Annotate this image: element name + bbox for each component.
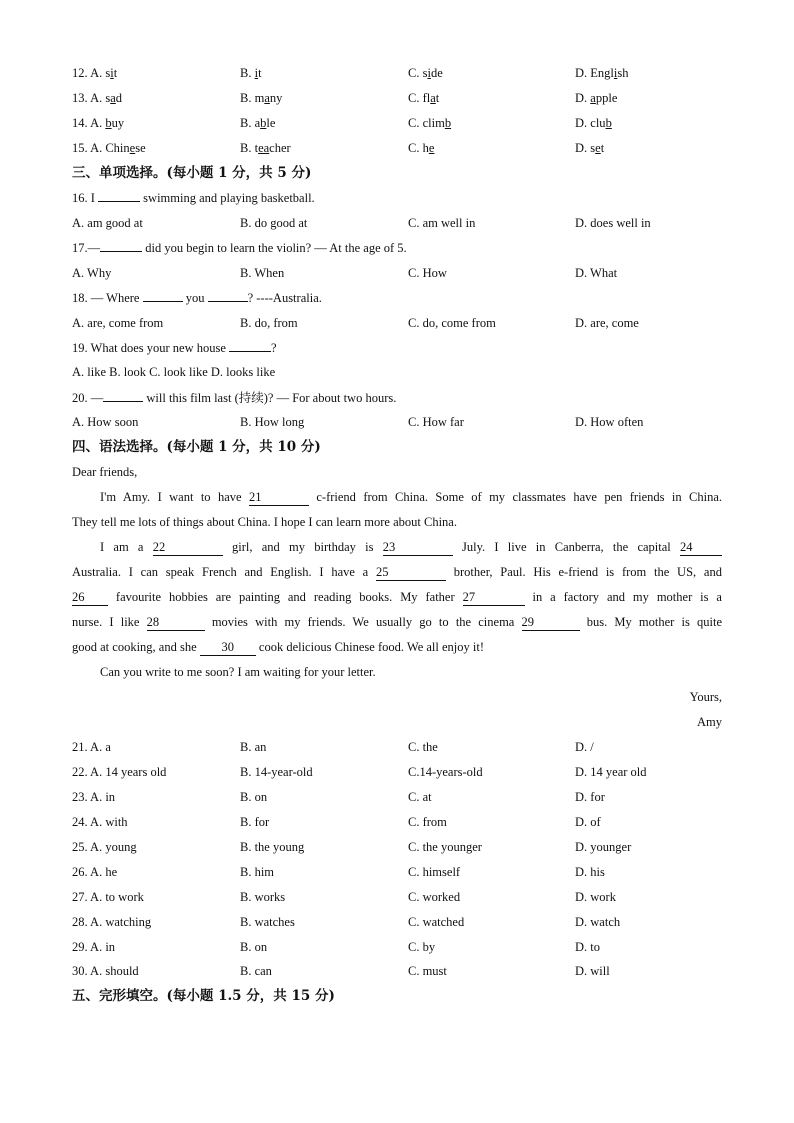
option-d: D. club [575, 116, 612, 130]
letter-paragraph: Australia. I can speak French and English. I have a 25 brother, Paul. His e-friend is from the US, and [72, 565, 722, 579]
options-row: A. How soon B. How long C. How far D. How often [72, 415, 644, 429]
letter-paragraph: Can you write to me soon? I am waiting for your letter. [100, 665, 376, 679]
options-row: 29. A. in B. on C. by D. to [72, 940, 600, 954]
section-title: 三、单项选择。(每小题 1 分，共 5 分) [72, 165, 312, 181]
options-row: 25. A. young B. the young C. the younger D. younger [72, 840, 632, 854]
question-stem: 17.— did you begin to learn the violin? — At the age of 5. [72, 241, 407, 255]
options-row: A. Why B. When C. How D. What [72, 266, 618, 280]
options-row: A. are, come from B. do, from C. do, come from D. are, come [72, 316, 639, 330]
option-d: D. English [575, 66, 629, 80]
phonics-row [72, 63, 722, 83]
options-row: 27. A. to work B. works C. worked D. work [72, 890, 616, 904]
letter-paragraph: nurse. I like 28 movies with my friends. We usually go to the cinema 29 bus. My mother is quite [72, 615, 723, 629]
option-b: B. able [240, 116, 276, 130]
options-row: 21. A. a B. an C. the D. / [72, 740, 594, 754]
option-a: 14. A. buy [72, 116, 125, 130]
section-title: 四、语法选择。(每小题 1 分，共 10 分) [72, 439, 321, 455]
options-row: 28. A. watching B. watches C. watched D. watch [72, 915, 621, 929]
options-row: 23. A. in B. on C. at D. for [72, 790, 605, 804]
option-a: 12. A. sit [72, 66, 118, 80]
letter-greeting: Dear friends, [72, 465, 138, 479]
option-b: B. teacher [240, 141, 291, 155]
phonics-row [72, 88, 722, 108]
question-stem: 20. — will this film last (持续)? — For about two hours. [72, 391, 397, 405]
letter-paragraph: They tell me lots of things about China. I hope I can learn more about China. [72, 515, 457, 529]
options-row: 26. A. he B. him C. himself D. his [72, 865, 605, 879]
option-c: C. climb [408, 116, 452, 130]
question-stem: 16. I swimming and playing basketball. [72, 191, 315, 205]
option-c: C. flat [408, 91, 440, 105]
option-c: C. side [408, 66, 443, 80]
options-row: 22. A. 14 years old B. 14-year-old C.14-years-old D. 14 year old [72, 765, 647, 779]
option-b: B. it [240, 66, 262, 80]
option-a: 13. A. sad [72, 91, 123, 105]
option-a: 15. A. Chinese [72, 141, 146, 155]
options-row: 30. A. should B. can C. must D. will [72, 964, 610, 978]
phonics-row [72, 113, 722, 133]
options-row: A. am good at B. do good at C. am well in D. does well in [72, 216, 651, 230]
question-stem: 19. What does your new house ? [72, 341, 277, 355]
options-row: 24. A. with B. for C. from D. of [72, 815, 601, 829]
letter-paragraph: I am a 22 girl, and my birthday is 23 July. I live in Canberra, the capital 24 [100, 537, 722, 557]
options-row: A. like B. look C. look like D. looks like [72, 365, 276, 379]
question-stem: 18. — Where you ? ----Australia. [72, 291, 322, 305]
letter-paragraph: 26 favourite hobbies are painting and reading books. My father 27 in a factory and my mother is a [72, 590, 722, 604]
option-d: D. set [575, 141, 605, 155]
letter-paragraph: good at cooking, and she 30 cook delicious Chinese food. We all enjoy it! [72, 640, 484, 654]
option-d: D. apple [575, 91, 618, 105]
section-title: 五、完形填空。(每小题 1.5 分，共 15 分) [72, 988, 335, 1004]
phonics-row [72, 138, 722, 158]
letter-signature: Amy [697, 715, 722, 729]
option-c: C. he [408, 141, 435, 155]
letter-paragraph: I'm Amy. I want to have 21 c-friend from China. Some of my classmates have pen friends in China. [100, 490, 722, 504]
option-b: B. many [240, 91, 283, 105]
letter-closing: Yours, [689, 690, 722, 704]
